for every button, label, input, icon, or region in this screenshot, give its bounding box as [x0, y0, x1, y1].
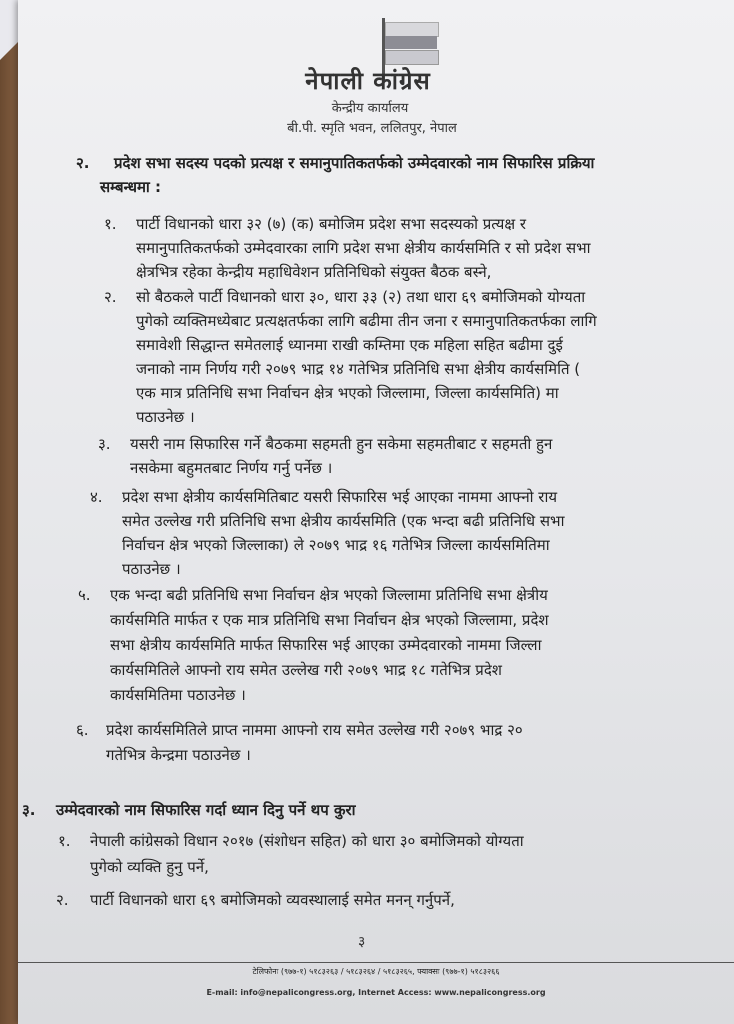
office-name: केन्द्रीय कार्यालय — [331, 101, 409, 116]
list-item-number: २. — [56, 891, 69, 909]
list-item-number: ६. — [76, 721, 89, 739]
list-item-line: कार्यसमिति मार्फत र एक मात्र प्रतिनिधि सभा निर्वाचन क्षेत्र भएको जिल्लामा, प्रदेश — [110, 611, 549, 629]
office-address: बी.पी. स्मृति भवन, ललितपुर, नेपाल — [287, 121, 457, 136]
list-item-line: पार्टी विधानको धारा ६९ बमोजिमको व्यवस्थालाई समेत मनन् गर्नुपर्ने, — [90, 891, 455, 909]
list-item-number: ३. — [98, 435, 111, 453]
section2-heading-cont: सम्बन्धमा : — [100, 178, 162, 196]
list-item-line: गतेभित्र केन्द्रमा पठाउनेछ । — [106, 746, 251, 764]
page-number: ३ — [358, 934, 366, 950]
list-item-line: जनाको नाम निर्णय गरी २०७९ भाद्र १४ गतेभित्र प्रतिनिधि सभा क्षेत्रीय कार्यसमिति ( — [136, 360, 581, 378]
section3-heading: उम्मेदवारको नाम सिफारिस गर्दा ध्यान दिनु पर्ने थप कुरा — [56, 801, 356, 819]
list-item-line: कार्यसमितिले आफ्नो राय समेत उल्लेख गरी २०७९ भाद्र १८ गतेभित्र प्रदेश — [110, 661, 502, 679]
list-item-line: प्रदेश कार्यसमितिले प्राप्त नाममा आफ्नो राय समेत उल्लेख गरी २०७९ भाद्र २० — [106, 721, 523, 739]
list-item-number: १. — [104, 215, 117, 233]
list-item-line: यसरी नाम सिफारिस गर्ने बैठकमा सहमती हुन सकेमा सहमतीबाट र सहमती हुन — [130, 435, 553, 453]
list-item-line: नसकेमा बहुमतबाट निर्णय गर्नु पर्नेछ । — [130, 459, 333, 477]
list-item-line: सभा क्षेत्रीय कार्यसमिति मार्फत सिफारिस भई आएका उम्मेदवारको नाममा जिल्ला — [110, 636, 542, 654]
list-item-line: क्षेत्रभित्र रहेका केन्द्रीय महाधिवेशन प्रतिनिधिको संयुक्त बैठक बस्ने, — [136, 263, 492, 281]
list-item-line: पुगेको व्यक्ति हुनु पर्ने, — [90, 858, 209, 876]
list-item-line: निर्वाचन क्षेत्र भएको जिल्लाका) ले २०७९ भाद्र १६ गतेभित्र जिल्ला कार्यसमितिमा — [122, 536, 550, 554]
document-page — [18, 0, 734, 1024]
org-name: नेपाली कांग्रेस — [305, 67, 431, 95]
section2-heading: प्रदेश सभा सदस्य पदको प्रत्यक्ष र समानुपातिकतर्फको उम्मेदवारको नाम सिफारिस प्रक्रिया — [114, 154, 595, 172]
list-item-number: ५. — [78, 586, 91, 604]
list-item-line: समेत उल्लेख गरी प्रतिनिधि सभा क्षेत्रीय कार्यसमिति (एक भन्दा बढी प्रतिनिधि सभा — [122, 512, 565, 530]
list-item-line: पठाउनेछ । — [122, 560, 181, 578]
list-item-line: नेपाली कांग्रेसको विधान २०१७ (संशोधन सहित) को धारा ३० बमोजिमको योग्यता — [90, 832, 524, 850]
list-item-line: पुगेको व्यक्तिमध्येबाट प्रत्यक्षतर्फका लागि बढीमा तीन जना र समानुपातिकतर्फका लागि — [136, 312, 597, 330]
list-item-number: २. — [104, 288, 117, 306]
footer-phone: टेलिफोनः (९७७-१) ५१८३२६३ / ५१८३२६४ / ५१८३२६५, फ्याक्सः (९७७-१) ५१८३२६६ — [252, 967, 500, 976]
section2-number: २. — [76, 154, 90, 172]
list-item-line: समावेशी सिद्धान्त समेतलाई ध्यानमा राखी कम्तिमा एक महिला सहित बढीमा दुई — [136, 336, 563, 354]
list-item-line: प्रदेश सभा क्षेत्रीय कार्यसमितिबाट यसरी सिफारिस भई आएका नाममा आफ्नो राय — [122, 488, 558, 506]
footer-contact: E-mail: info@nepalicongress.org, Internet Access: www.nepalicongress.org — [206, 988, 546, 997]
list-item-number: ४. — [90, 488, 103, 506]
list-item-line: समानुपातिकतर्फको उम्मेदवारका लागि प्रदेश सभा क्षेत्रीय कार्यसमिति र सो प्रदेश सभा — [136, 239, 591, 257]
list-item-line: सो बैठकले पार्टी विधानको धारा ३०, धारा ३३ (२) तथा धारा ६९ बमोजिमको योग्यता — [136, 288, 586, 306]
list-item-line: पार्टी विधानको धारा ३२ (७) (क) बमोजिम प्रदेश सभा सदस्यको प्रत्यक्ष र — [136, 215, 527, 233]
footer-divider — [18, 962, 734, 963]
list-item-line: एक मात्र प्रतिनिधि सभा निर्वाचन क्षेत्र भएको जिल्लामा, जिल्ला कार्यसमिति) मा — [136, 384, 559, 402]
list-item-line: पठाउनेछ । — [136, 408, 195, 426]
list-item-line: कार्यसमितिमा पठाउनेछ । — [110, 686, 246, 704]
list-item-number: १. — [58, 832, 71, 850]
section3-number: ३. — [22, 801, 36, 819]
list-item-line: एक भन्दा बढी प्रतिनिधि सभा निर्वाचन क्षेत्र भएको जिल्लामा प्रतिनिधि सभा क्षेत्रीय — [110, 586, 548, 604]
